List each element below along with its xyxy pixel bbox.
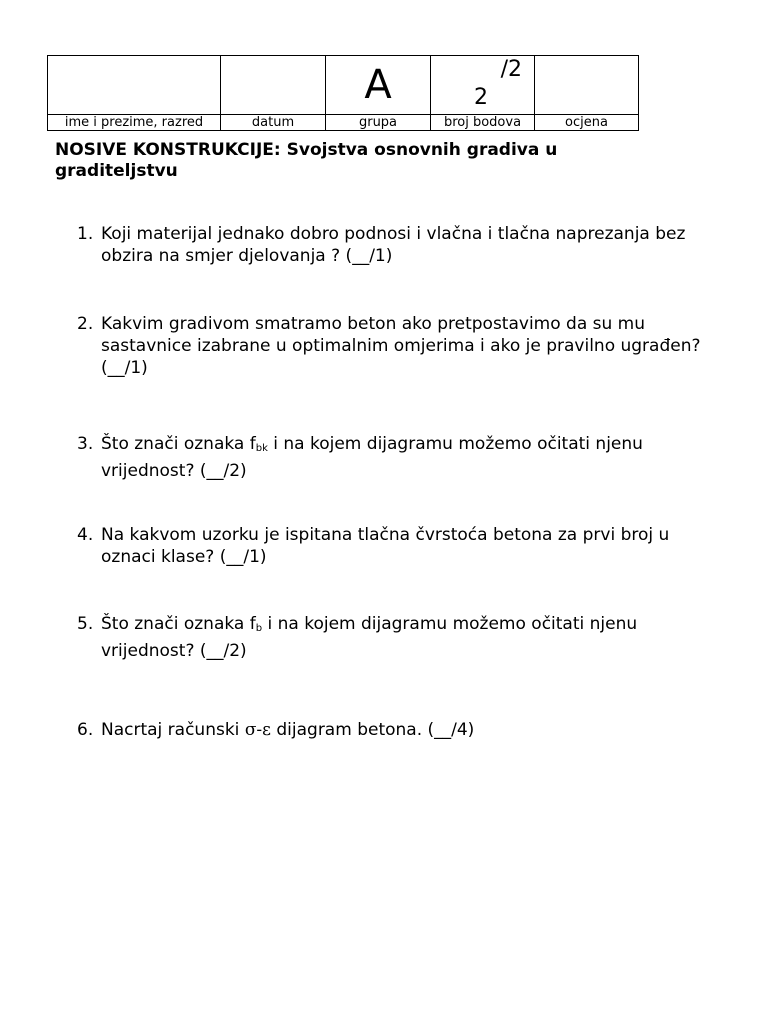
sigma-epsilon-symbol: σ-ε xyxy=(244,720,271,740)
question-text-end: i na kojem dijagramu možemo očitati njenu vrijednost? (__/2) xyxy=(101,434,643,481)
question-3 xyxy=(77,433,717,482)
document-title: NOSIVE KONSTRUKCIJE: Svojstva osnovnih gradiva u graditeljstvu xyxy=(55,140,558,181)
question-text-start: Što znači oznaka f xyxy=(101,434,256,454)
question-text-end: dijagram betona. (__/4) xyxy=(270,720,475,740)
question-5 xyxy=(77,613,717,662)
question-text xyxy=(101,719,717,741)
question-2 xyxy=(77,313,717,379)
question-text-start: Nacrtaj računski xyxy=(101,720,245,740)
question-number: 4. xyxy=(77,525,94,545)
header-table xyxy=(47,55,639,131)
date-field[interactable] xyxy=(221,56,326,115)
question-number: 3. xyxy=(77,434,94,454)
question-text xyxy=(101,613,717,662)
points-label: broj bodova xyxy=(431,115,535,131)
question-text-start: Što znači oznaka f xyxy=(101,614,256,634)
question-1 xyxy=(77,223,717,267)
group-value: A xyxy=(364,62,392,108)
question-4 xyxy=(77,524,717,568)
subscript: bk xyxy=(255,443,268,454)
name-label: ime i prezime, razred xyxy=(48,115,221,131)
points-sub: 2 xyxy=(474,85,488,110)
name-field[interactable] xyxy=(48,56,221,115)
question-number: 5. xyxy=(77,614,94,634)
question-number: 2. xyxy=(77,314,94,334)
date-label: datum xyxy=(221,115,326,131)
question-text: Koji materijal jednako dobro podnosi i vlačna i tlačna naprezanja bez obzira na smjer djelovanja ? (__/1) xyxy=(101,224,686,266)
question-text: Kakvim gradivom smatramo beton ako pretpostavimo da su mu sastavnice izabrane u optimalnim omjerima i ako je pravilno ugrađen? (__/1) xyxy=(101,314,701,378)
grade-label: ocjena xyxy=(535,115,639,131)
grade-field[interactable] xyxy=(535,56,639,115)
points-total: /2 xyxy=(500,57,522,82)
question-6 xyxy=(77,719,717,741)
group-field xyxy=(326,56,431,115)
subscript: b xyxy=(255,623,263,634)
question-text-end: i na kojem dijagramu možemo očitati njenu vrijednost? (__/2) xyxy=(101,614,638,661)
question-number: 6. xyxy=(77,720,94,740)
group-label: grupa xyxy=(326,115,431,131)
question-number: 1. xyxy=(77,224,94,244)
points-field[interactable] xyxy=(431,56,535,115)
question-text: Na kakvom uzorku je ispitana tlačna čvrstoća betona za prvi broj u oznaci klase? (__/1) xyxy=(101,525,670,567)
question-text xyxy=(101,433,717,482)
